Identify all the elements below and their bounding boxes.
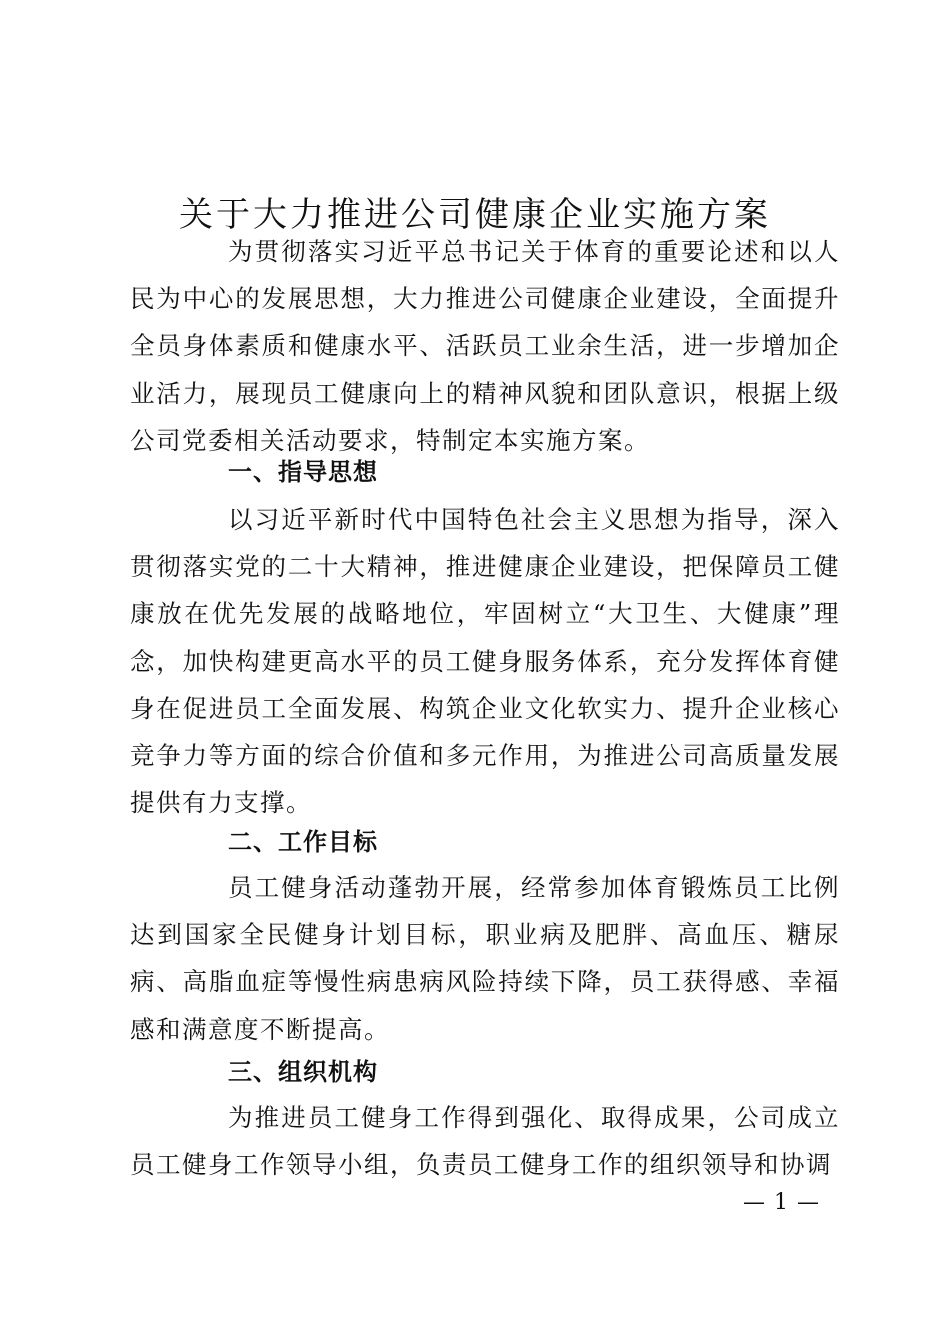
- section-body-organization: 为推进员工健身工作得到强化、取得成果，公司成立员工健身工作领导小组，负责员工健身工作的组织领导和协调: [130, 1103, 840, 1180]
- section-heading-work-goals: 二、工作目标: [228, 828, 378, 856]
- section-body-guiding-ideology: 以习近平新时代中国特色社会主义思想为指导，深入贯彻落实党的二十大精神，推进健康企业建设，把保障员工健康放在优先发展的战略地位，牢固树立“大卫生、大健康”理念，加快构建更高水平的员工健身服务体系，充分发挥体育健身在促进员工全面发展、构筑企业文化软实力、提升企业核心竞争力等方面的综合价值和多元作用，为推进公司高质量发展提供有力支撑。: [130, 505, 840, 818]
- document-title: 关于大力推进公司健康企业实施方案: [179, 194, 771, 235]
- intro-paragraph: 为贯彻落实习近平总书记关于体育的重要论述和以人民为中心的发展思想，大力推进公司健康企业建设，全面提升全员身体素质和健康水平、活跃员工业余生活，进一步增加企业活力，展现员工健康向上的精神风貌和团队意识，根据上级公司党委相关活动要求，特制定本实施方案。: [130, 237, 840, 455]
- section-heading-organization: 三、组织机构: [228, 1058, 378, 1086]
- page-number: — 1 —: [743, 1190, 820, 1215]
- section-heading-guiding-ideology: 一、指导思想: [228, 458, 378, 486]
- section-body-work-goals: 员工健身活动蓬勃开展，经常参加体育锻炼员工比例达到国家全民健身计划目标，职业病及肥胖、高血压、糖尿病、高脂血症等慢性病患病风险持续下降，员工获得感、幸福感和满意度不断提高。: [130, 873, 840, 1044]
